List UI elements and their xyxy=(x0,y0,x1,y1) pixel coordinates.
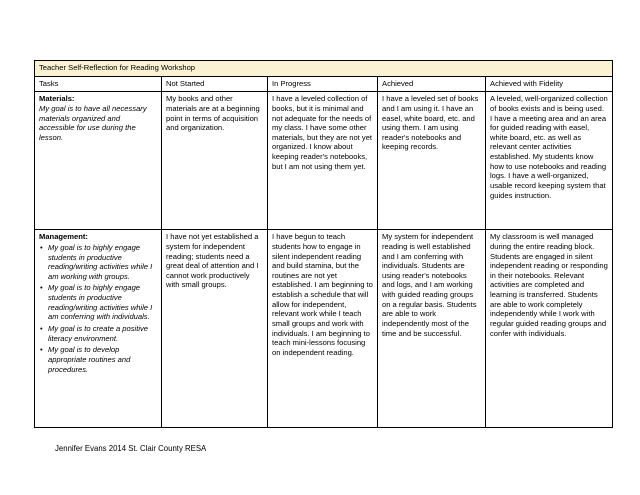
goal-bullet: • My goal is to create a positive literacy environment. xyxy=(48,324,157,343)
table-title: Teacher Self-Reflection for Reading Workshop xyxy=(35,61,613,77)
cell-materials-tasks xyxy=(35,92,162,230)
header-row xyxy=(35,76,613,92)
cell-materials-achieved: I have a leveled set of books and I am using it. I have an easel, white board, etc. and using them. I am using reader's notebooks and keeping records. xyxy=(378,92,486,230)
cell-management-tasks xyxy=(35,230,162,428)
management-goal-list xyxy=(39,243,157,374)
goal-bullet: • My goal is to highly engage students in productive reading/writing activities while I am working with groups. xyxy=(48,243,157,282)
cell-materials-achieved-with-fidelity: A leveled, well-organized collection of books exists and is being used. I have a meeting area and an area for guided reading with easel, white board, etc. as well as relevant center activities established. My students know how to use notebooks and reading logs. I have a well-organized, usable record keeping system that guides instruction. xyxy=(486,92,613,230)
reflection-table xyxy=(34,60,613,428)
goal-bullet: • My goal is to highly engage students in productive reading/writing activities while I am conferring with individuals. xyxy=(48,283,157,322)
task-heading-materials: Materials: xyxy=(39,94,75,104)
cell-materials-not-started: My books and other materials are at a beginning point in terms of acquisition and organization. xyxy=(162,92,268,230)
cell-management-in-progress: I have begun to teach students how to engage in silent independent reading and build stamina, but the routines are not yet established. I am beginning to establish a schedule that will allow for independent, relevant work while I teach small groups and work with individuals. I am beginning to teach mini-lessons focusing on independent reading. xyxy=(268,230,378,428)
table-row-materials xyxy=(35,92,613,230)
task-heading-management: Management: xyxy=(39,232,88,242)
cell-materials-in-progress: I have a leveled collection of books, but it is minimal and not adequate for the needs of my class. I have some other materials, but they are not yet organized. I know about keeping reader's notebooks, but I am not using them yet. xyxy=(268,92,378,230)
column-header-not-started: Not Started xyxy=(162,76,268,92)
task-goal-materials: My goal is to have all necessary materials organized and accessible for use during the lesson. xyxy=(39,103,147,142)
table-row-management xyxy=(35,230,613,428)
cell-management-achieved: My system for independent reading is well established and I am conferring with individuals. Students are using reader's notebooks and logs, and I am working with guided reading groups on a regular basis. Students are able to work independently most of the time and be successful. xyxy=(378,230,486,428)
column-header-in-progress: In Progress xyxy=(268,76,378,92)
goal-bullet: • My goal is to develop appropriate routines and procedures. xyxy=(48,345,157,374)
cell-management-achieved-with-fidelity: My classroom is well managed during the entire reading block. Students are engaged in silent independent reading or responding in their notebooks. Relevant activities are completed and learning is transferred. Students are able to work completely independently while I work with regular guided reading groups and confer with individuals. xyxy=(486,230,613,428)
column-header-achieved: Achieved xyxy=(378,76,486,92)
footer-credit: Jennifer Evans 2014 St. Clair County RESA xyxy=(55,444,207,453)
title-row xyxy=(35,61,613,77)
cell-management-not-started: I have not yet established a system for independent reading; students need a great deal of attention and I cannot work productively with small groups. xyxy=(162,230,268,428)
column-header-tasks: Tasks xyxy=(35,76,162,92)
column-header-achieved-with-fidelity: Achieved with Fidelity xyxy=(486,76,613,92)
